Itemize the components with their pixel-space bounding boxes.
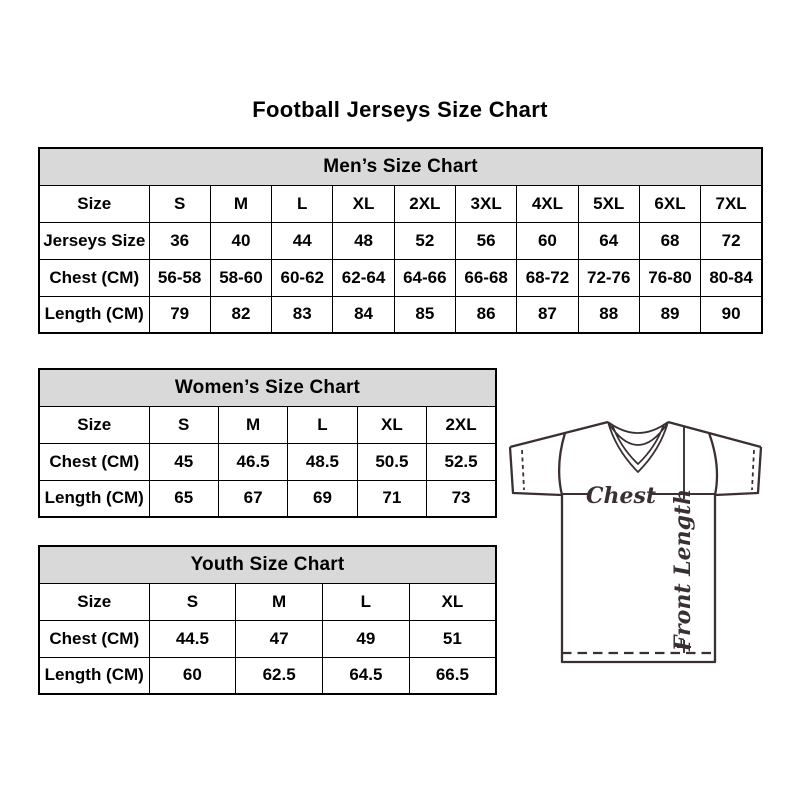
value-cell: 45: [149, 443, 218, 480]
value-cell: 84: [333, 296, 394, 333]
value-cell: 80-84: [701, 259, 762, 296]
table-title: Men’s Size Chart: [39, 148, 762, 185]
value-cell: 44.5: [149, 620, 236, 657]
value-cell: 56-58: [149, 259, 210, 296]
jersey-outline: [510, 422, 761, 662]
value-cell: 64: [578, 222, 639, 259]
value-cell: 50.5: [357, 443, 426, 480]
row-label-cell: Jerseys Size: [39, 222, 149, 259]
row-label-cell: Length (CM): [39, 480, 149, 517]
value-cell: L: [288, 406, 357, 443]
value-cell: 52: [394, 222, 455, 259]
value-cell: S: [149, 406, 218, 443]
value-cell: 5XL: [578, 185, 639, 222]
value-cell: 85: [394, 296, 455, 333]
value-cell: 88: [578, 296, 639, 333]
table-row: [39, 657, 496, 694]
value-cell: 65: [149, 480, 218, 517]
value-cell: 76-80: [639, 259, 700, 296]
value-cell: S: [149, 185, 210, 222]
table-row: [39, 185, 762, 222]
value-cell: 67: [218, 480, 287, 517]
value-cell: 60: [149, 657, 236, 694]
table-title-row: [39, 369, 496, 406]
value-cell: 62.5: [236, 657, 323, 694]
value-cell: 66-68: [455, 259, 516, 296]
table-row: [39, 222, 762, 259]
value-cell: 60-62: [272, 259, 333, 296]
value-cell: XL: [357, 406, 426, 443]
table-row: [39, 583, 496, 620]
value-cell: L: [323, 583, 410, 620]
value-cell: XL: [333, 185, 394, 222]
value-cell: 6XL: [639, 185, 700, 222]
table-row: [39, 296, 762, 333]
page-title: Football Jerseys Size Chart: [252, 97, 548, 122]
value-cell: 79: [149, 296, 210, 333]
value-cell: 68-72: [517, 259, 578, 296]
value-cell: S: [149, 583, 236, 620]
youth-size-table: [38, 545, 497, 695]
value-cell: 83: [272, 296, 333, 333]
value-cell: 48.5: [288, 443, 357, 480]
value-cell: 73: [427, 480, 496, 517]
row-label-cell: Chest (CM): [39, 443, 149, 480]
jersey-measurement-diagram: [505, 403, 777, 673]
value-cell: 36: [149, 222, 210, 259]
row-label-cell: Size: [39, 583, 149, 620]
value-cell: 64-66: [394, 259, 455, 296]
value-cell: XL: [409, 583, 496, 620]
value-cell: 66.5: [409, 657, 496, 694]
value-cell: 60: [517, 222, 578, 259]
row-label-cell: Size: [39, 185, 149, 222]
value-cell: 49: [323, 620, 410, 657]
chest-measure-label: Chest: [585, 483, 657, 509]
table-row: [39, 480, 496, 517]
value-cell: 58-60: [210, 259, 271, 296]
value-cell: M: [236, 583, 323, 620]
value-cell: 82: [210, 296, 271, 333]
value-cell: 86: [455, 296, 516, 333]
womens-size-table: [38, 368, 497, 518]
value-cell: 2XL: [394, 185, 455, 222]
value-cell: M: [210, 185, 271, 222]
value-cell: 64.5: [323, 657, 410, 694]
value-cell: 51: [409, 620, 496, 657]
value-cell: 40: [210, 222, 271, 259]
value-cell: 52.5: [427, 443, 496, 480]
front-length-measure-label: Front Length: [670, 488, 696, 652]
row-label-cell: Chest (CM): [39, 620, 149, 657]
value-cell: 68: [639, 222, 700, 259]
table-title: Women’s Size Chart: [39, 369, 496, 406]
value-cell: 69: [288, 480, 357, 517]
value-cell: 89: [639, 296, 700, 333]
row-label-cell: Chest (CM): [39, 259, 149, 296]
value-cell: 44: [272, 222, 333, 259]
mens-size-table: [38, 147, 763, 334]
value-cell: 47: [236, 620, 323, 657]
value-cell: 4XL: [517, 185, 578, 222]
table-row: [39, 443, 496, 480]
table-title: Youth Size Chart: [39, 546, 496, 583]
value-cell: 62-64: [333, 259, 394, 296]
jersey-diagram-svg: [505, 403, 777, 673]
value-cell: 72-76: [578, 259, 639, 296]
size-table-grid: [38, 147, 763, 334]
table-row: [39, 406, 496, 443]
value-cell: 46.5: [218, 443, 287, 480]
row-label-cell: Length (CM): [39, 657, 149, 694]
table-row: [39, 620, 496, 657]
value-cell: 7XL: [701, 185, 762, 222]
table-row: [39, 259, 762, 296]
value-cell: L: [272, 185, 333, 222]
value-cell: 48: [333, 222, 394, 259]
value-cell: 87: [517, 296, 578, 333]
value-cell: 2XL: [427, 406, 496, 443]
table-title-row: [39, 148, 762, 185]
size-table-grid: [38, 368, 497, 518]
value-cell: 71: [357, 480, 426, 517]
value-cell: 3XL: [455, 185, 516, 222]
collar: [608, 422, 668, 472]
value-cell: 56: [455, 222, 516, 259]
value-cell: 72: [701, 222, 762, 259]
value-cell: 90: [701, 296, 762, 333]
size-table-grid: [38, 545, 497, 695]
row-label-cell: Size: [39, 406, 149, 443]
table-title-row: [39, 546, 496, 583]
value-cell: M: [218, 406, 287, 443]
row-label-cell: Length (CM): [39, 296, 149, 333]
